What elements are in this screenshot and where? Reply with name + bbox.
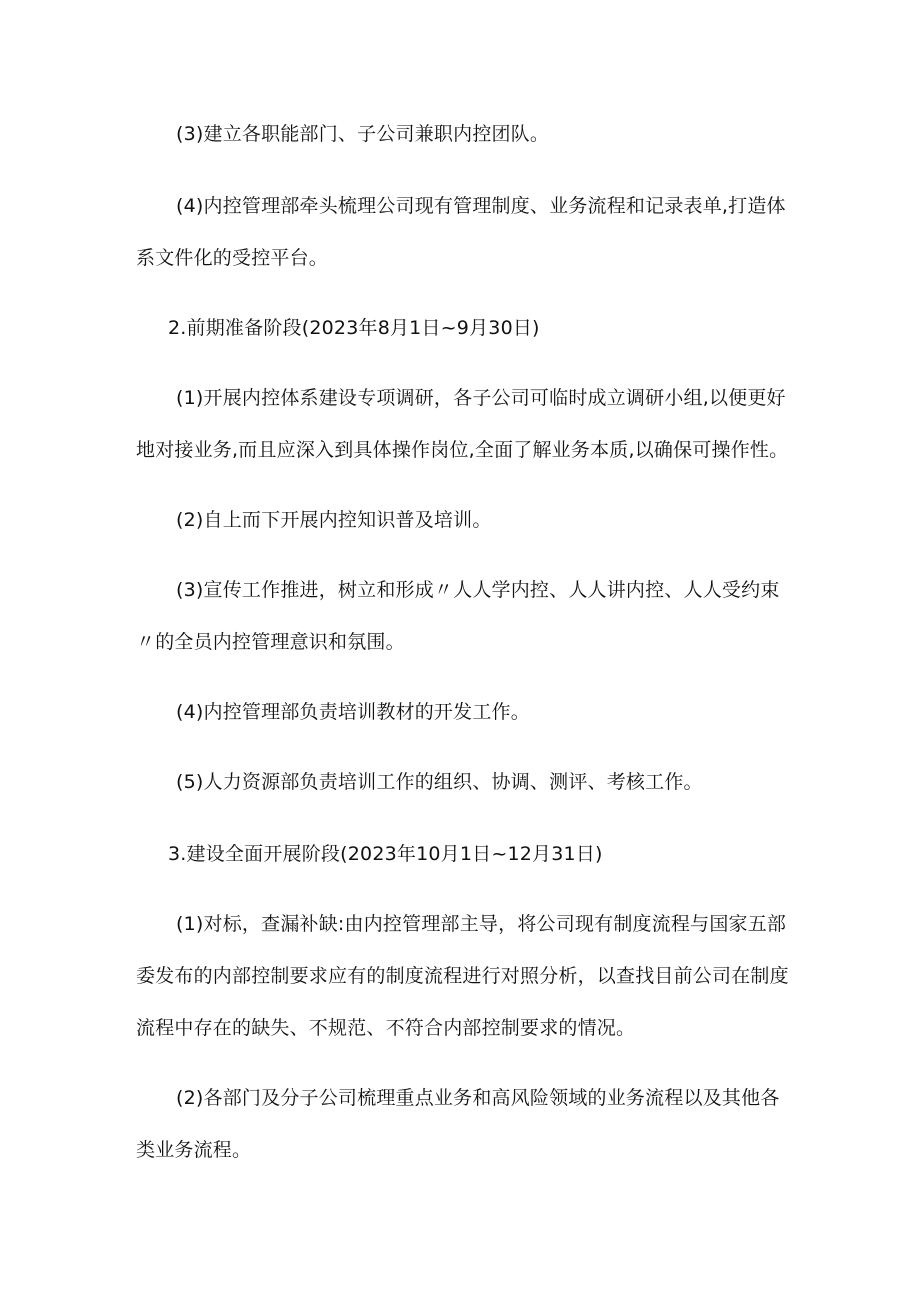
- paragraph-process-review: (2)各部门及分子公司梳理重点业务和高风险领域的业务流程以及其他各类业务流程。: [136, 1087, 780, 1161]
- paragraph-benchmarking: (1)对标，查漏补缺:由内控管理部主导，将公司现有制度流程与国家五部委发布的内部控制要求应有的制度流程进行对照分析，以查找目前公司在制度流程中存在的缺失、不规范、不符合内部控制要求的情况。: [136, 913, 789, 1039]
- heading-preparation-stage: 2.前期准备阶段(2023年8月1日~9月30日): [168, 317, 540, 339]
- paragraph-publicity: (3)宣传工作推进，树立和形成〃人人学内控、人人讲内控、人人受约束〃的全员内控管理意识和氛围。: [136, 579, 780, 653]
- heading-full-construction-stage: 3.建设全面开展阶段(2023年10月1日~12月31日): [168, 843, 603, 865]
- paragraph-training: (2)自上而下开展内控知识普及培训。: [176, 509, 492, 531]
- paragraph-team-setup: (3)建立各职能部门、子公司兼职内控团队。: [176, 123, 550, 145]
- paragraph-system-platform: (4)内控管理部牵头梳理公司现有管理制度、业务流程和记录表单,打造体系文件化的受控平台。: [136, 195, 786, 269]
- paragraph-research: (1)开展内控体系建设专项调研，各子公司可临时成立调研小组,以便更好地对接业务,而且应深入到具体操作岗位,全面了解业务本质,以确保可操作性。: [136, 387, 789, 461]
- paragraph-materials: (4)内控管理部负责培训教材的开发工作。: [176, 701, 530, 723]
- paragraph-hr-training: (5)人力资源部负责培训工作的组织、协调、测评、考核工作。: [176, 771, 703, 793]
